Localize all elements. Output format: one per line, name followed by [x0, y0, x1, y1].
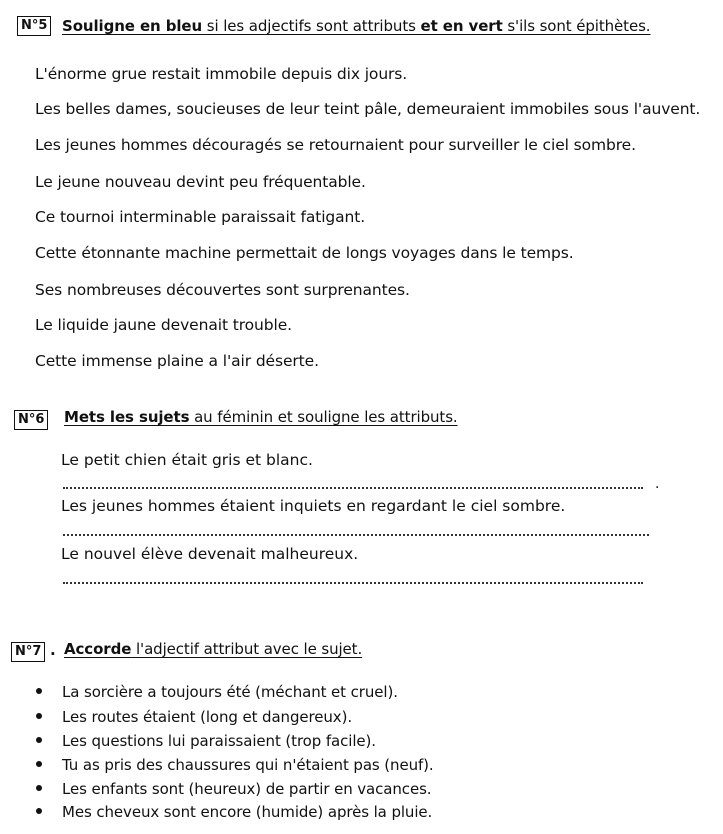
- exercise-number-badge: N°5: [17, 16, 51, 36]
- bullet-icon: [36, 808, 42, 814]
- bullet-icon: [36, 785, 42, 791]
- instruction-text: s'ils sont épithètes.: [502, 17, 651, 35]
- list-item-text: Les questions lui paraissaient (trop facile).: [62, 732, 376, 750]
- exercise-instruction: [62, 16, 650, 36]
- list-item: [36, 802, 432, 822]
- exercise-sentence: Les jeunes hommes découragés se retournaient pour surveiller le ciel sombre.: [35, 136, 636, 154]
- exercise-instruction: [64, 639, 362, 659]
- answer-line[interactable]: [63, 534, 649, 536]
- stray-dot: .: [655, 476, 660, 492]
- instruction-text: au féminin et souligne les attributs.: [189, 408, 458, 426]
- list-item: [36, 731, 376, 751]
- exercise-sentence: L'énorme grue restait immobile depuis dix jours.: [35, 65, 408, 83]
- instruction-emphasis: Souligne en bleu: [62, 17, 203, 35]
- instruction-dot: .: [50, 641, 56, 659]
- exercise-sentence: Ses nombreuses découvertes sont surprenantes.: [35, 281, 410, 299]
- exercise-sentence: Les jeunes hommes étaient inquiets en regardant le ciel sombre.: [61, 497, 566, 515]
- exercise-sentence: Ce tournoi interminable paraissait fatigant.: [35, 208, 366, 226]
- exercise-number-badge: N°6: [14, 410, 48, 430]
- list-item-text: La sorcière a toujours été (méchant et cruel).: [62, 683, 398, 701]
- exercise-sentence: Le nouvel élève devenait malheureux.: [61, 545, 359, 563]
- list-item-text: Tu as pris des chaussures qui n'étaient pas (neuf).: [62, 756, 434, 774]
- instruction-emphasis: et en vert: [420, 17, 503, 35]
- list-item: [36, 755, 434, 775]
- answer-line[interactable]: [63, 582, 643, 584]
- list-item-text: Les enfants sont (heureux) de partir en vacances.: [62, 780, 432, 798]
- answer-line[interactable]: [63, 487, 643, 489]
- instruction-emphasis: Accorde: [64, 640, 132, 658]
- list-item-text: Mes cheveux sont encore (humide) après la pluie.: [62, 803, 433, 821]
- instruction-text: l'adjectif attribut avec le sujet.: [131, 640, 363, 658]
- instruction-text: si les adjectifs sont attributs: [202, 17, 421, 35]
- bullet-icon: [36, 688, 42, 694]
- exercise-sentence: Cette étonnante machine permettait de longs voyages dans le temps.: [35, 244, 574, 262]
- exercise-instruction: [64, 407, 458, 427]
- exercise-number-badge: N°7: [11, 642, 45, 662]
- exercise-sentence: Les belles dames, soucieuses de leur teint pâle, demeuraient immobiles sous l'auvent.: [35, 100, 701, 118]
- exercise-sentence: Le petit chien était gris et blanc.: [61, 451, 313, 469]
- exercise-sentence: Le jeune nouveau devint peu fréquentable.: [35, 173, 366, 191]
- list-item: [36, 682, 398, 702]
- instruction-emphasis: Mets les sujets: [64, 408, 190, 426]
- exercise-sentence: Le liquide jaune devenait trouble.: [35, 316, 292, 334]
- bullet-icon: [36, 761, 42, 767]
- list-item: [36, 707, 352, 727]
- list-item-text: Les routes étaient (long et dangereux).: [62, 708, 352, 726]
- exercise-sentence: Cette immense plaine a l'air déserte.: [35, 352, 319, 370]
- bullet-icon: [36, 737, 42, 743]
- bullet-icon: [36, 713, 42, 719]
- list-item: [36, 779, 431, 799]
